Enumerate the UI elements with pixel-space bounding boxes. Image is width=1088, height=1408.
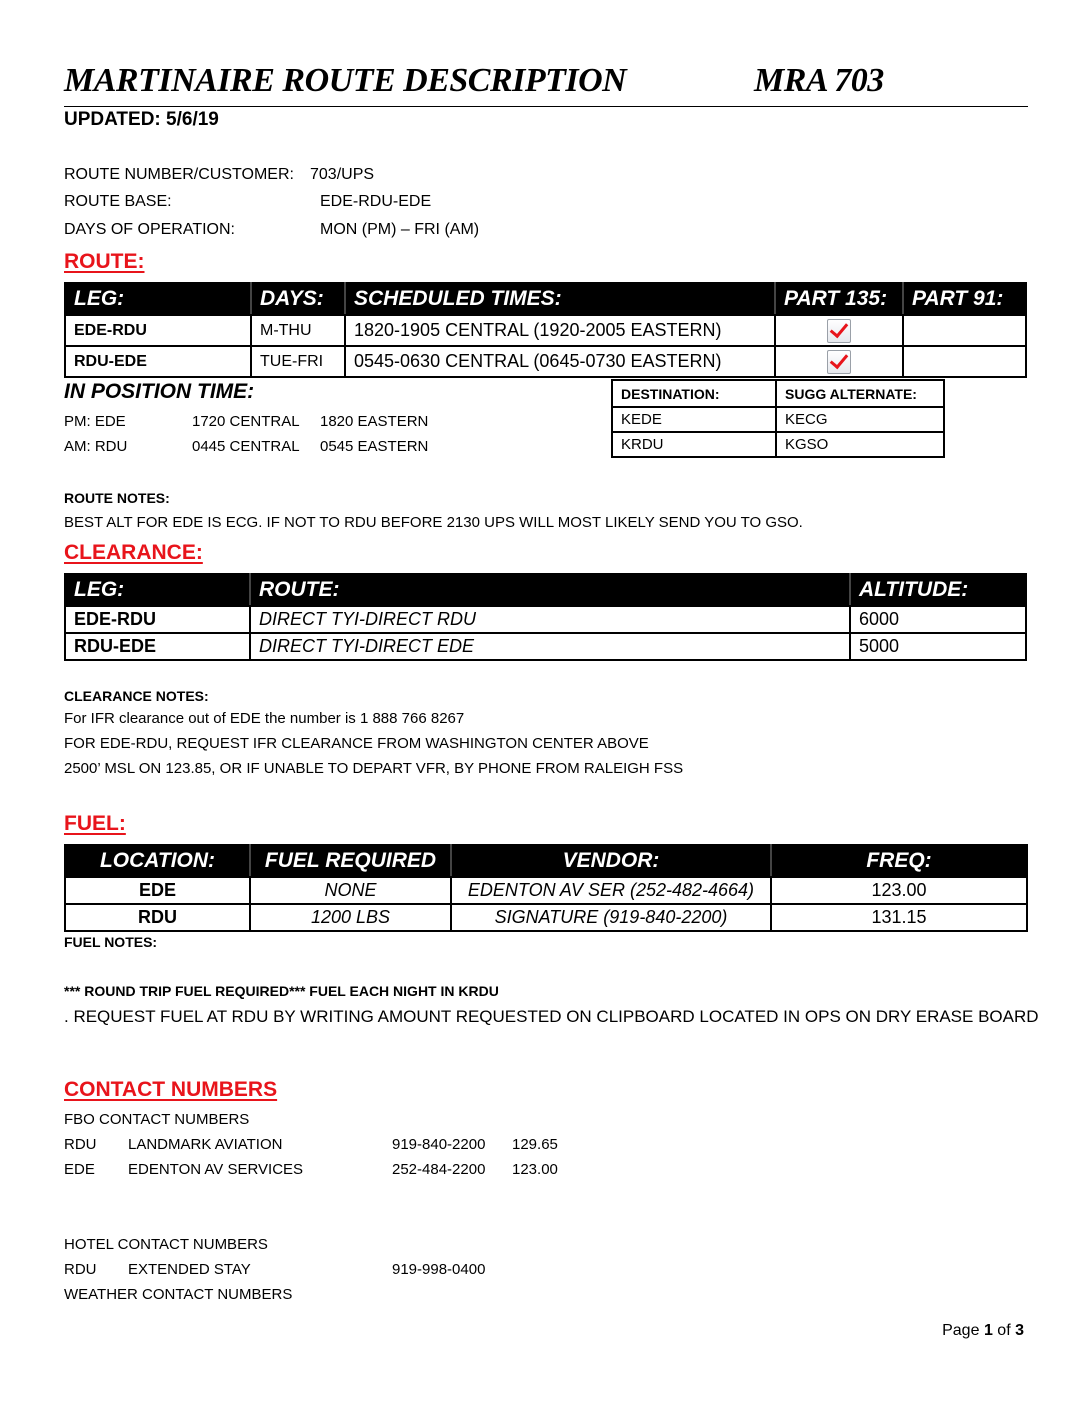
col-leg: LEG: — [65, 574, 250, 606]
cell-part-91 — [903, 315, 1026, 346]
contact-freq: 123.00 — [512, 1161, 558, 1178]
contact-freq: 129.65 — [512, 1136, 558, 1153]
info-value-route-number: 703/UPS — [310, 166, 375, 183]
table-row — [65, 904, 1027, 931]
clearance-notes-line: 2500’ MSL ON 123.85, OR IF UNABLE TO DEPART VFR, BY PHONE FROM RALEIGH FSS — [64, 760, 684, 777]
cell-days: TUE-FRI — [251, 346, 345, 377]
cell-vendor: SIGNATURE (919-840-2200) — [451, 904, 771, 931]
alternates-table — [611, 379, 945, 458]
contact-name: EDENTON AV SERVICES — [128, 1161, 304, 1178]
page-number — [942, 1322, 1024, 1340]
page-current: 1 — [983, 1322, 993, 1339]
table-row — [65, 877, 1027, 904]
info-label-route-number: ROUTE NUMBER/CUSTOMER: — [64, 166, 294, 183]
info-label-days: DAYS OF OPERATION: — [64, 221, 235, 238]
cell-alternate: KGSO — [776, 432, 944, 457]
route-table — [64, 282, 1027, 378]
contact-name: LANDMARK AVIATION — [128, 1136, 283, 1153]
cell-leg: RDU-EDE — [65, 346, 251, 377]
route-code: MRA 703 — [754, 62, 884, 99]
table-row — [612, 407, 944, 432]
info-label-route-base: ROUTE BASE: — [64, 193, 172, 210]
col-part-135: PART 135: — [775, 283, 903, 315]
table-row — [65, 633, 1026, 660]
cell-leg: EDE-RDU — [65, 606, 250, 633]
cell-location: EDE — [65, 877, 250, 904]
contact-phone: 919-998-0400 — [392, 1261, 486, 1278]
table-row — [65, 346, 1026, 377]
cell-destination: KEDE — [612, 407, 776, 432]
page-total: 3 — [1015, 1322, 1024, 1339]
cell-part-91 — [903, 346, 1026, 377]
clearance-notes-line: FOR EDE-RDU, REQUEST IFR CLEARANCE FROM WASHINGTON CENTER ABOVE — [64, 735, 649, 752]
clearance-table — [64, 573, 1027, 661]
route-notes-text: BEST ALT FOR EDE IS ECG. IF NOT TO RDU BEFORE 2130 UPS WILL MOST LIKELY SEND YOU TO GSO. — [64, 514, 803, 531]
cell-fuel-required: 1200 LBS — [250, 904, 451, 931]
fuel-table — [64, 844, 1028, 932]
cell-freq: 123.00 — [771, 877, 1027, 904]
contact-phone: 919-840-2200 — [392, 1136, 486, 1153]
contact-name: EXTENDED STAY — [128, 1261, 251, 1278]
col-vendor: VENDOR: — [451, 845, 771, 877]
col-fuel-required: FUEL REQUIRED — [250, 845, 451, 877]
page-prefix: Page — [942, 1322, 980, 1339]
table-row — [612, 432, 944, 457]
clearance-table-header — [65, 574, 1026, 606]
cell-alternate: KECG — [776, 407, 944, 432]
cell-part-135 — [775, 346, 903, 377]
info-value-route-base: EDE-RDU-EDE — [320, 193, 432, 210]
title-divider — [64, 106, 1028, 107]
alternates-header — [612, 380, 944, 407]
col-scheduled-times: SCHEDULED TIMES: — [345, 283, 775, 315]
route-heading: ROUTE: — [64, 250, 145, 273]
cell-destination: KRDU — [612, 432, 776, 457]
fbo-heading: FBO CONTACT NUMBERS — [64, 1111, 250, 1128]
clearance-notes-heading: CLEARANCE NOTES: — [64, 688, 209, 704]
cell-leg: RDU-EDE — [65, 633, 250, 660]
updated-date: UPDATED: 5/6/19 — [64, 109, 219, 130]
in-position-label: AM: RDU — [64, 438, 128, 455]
page-of: of — [997, 1322, 1011, 1339]
cell-days: M-THU — [251, 315, 345, 346]
table-row — [65, 315, 1026, 346]
col-altitude: ALTITUDE: — [850, 574, 1026, 606]
contact-code: RDU — [64, 1261, 97, 1278]
cell-altitude: 6000 — [850, 606, 1026, 633]
cell-location: RDU — [65, 904, 250, 931]
fuel-notes-heading: FUEL NOTES: — [64, 934, 158, 950]
weather-heading: WEATHER CONTACT NUMBERS — [64, 1286, 293, 1303]
cell-vendor: EDENTON AV SER (252-482-4664) — [451, 877, 771, 904]
col-days: DAYS: — [251, 283, 345, 315]
cell-route: DIRECT TYI-DIRECT EDE — [250, 633, 850, 660]
fuel-heading: FUEL: — [64, 812, 126, 835]
col-location: LOCATION: — [65, 845, 250, 877]
cell-leg: EDE-RDU — [65, 315, 251, 346]
in-position-eastern: 0545 EASTERN — [320, 438, 429, 455]
route-table-header — [65, 283, 1026, 315]
cell-fuel-required: NONE — [250, 877, 451, 904]
clearance-notes-line: For IFR clearance out of EDE the number is 1 888 766 8267 — [64, 710, 465, 727]
cell-times: 0545-0630 CENTRAL (0645-0730 EASTERN) — [345, 346, 775, 377]
document-title: MARTINAIRE ROUTE DESCRIPTION — [64, 62, 627, 99]
cell-route: DIRECT TYI-DIRECT RDU — [250, 606, 850, 633]
in-position-central: 0445 CENTRAL — [192, 438, 300, 455]
col-destination: DESTINATION: — [612, 380, 776, 407]
info-value-days: MON (PM) – FRI (AM) — [320, 221, 480, 238]
fuel-table-header — [65, 845, 1027, 877]
checkbox-checked-icon — [827, 319, 851, 343]
col-part-91: PART 91: — [903, 283, 1026, 315]
in-position-heading: IN POSITION TIME: — [64, 380, 255, 403]
in-position-central: 1720 CENTRAL — [192, 413, 300, 430]
col-freq: FREQ: — [771, 845, 1027, 877]
hotel-heading: HOTEL CONTACT NUMBERS — [64, 1236, 268, 1253]
cell-altitude: 5000 — [850, 633, 1026, 660]
col-sugg-alternate: SUGG ALTERNATE: — [776, 380, 944, 407]
in-position-label: PM: EDE — [64, 413, 126, 430]
contact-phone: 252-484-2200 — [392, 1161, 486, 1178]
col-leg: LEG: — [65, 283, 251, 315]
checkbox-checked-icon — [827, 350, 851, 374]
clearance-heading: CLEARANCE: — [64, 541, 203, 564]
cell-times: 1820-1905 CENTRAL (1920-2005 EASTERN) — [345, 315, 775, 346]
cell-freq: 131.15 — [771, 904, 1027, 931]
route-notes-heading: ROUTE NOTES: — [64, 490, 170, 506]
cell-part-135 — [775, 315, 903, 346]
contact-code: EDE — [64, 1161, 95, 1178]
contact-code: RDU — [64, 1136, 97, 1153]
col-route: ROUTE: — [250, 574, 850, 606]
fuel-notes-bold-line: *** ROUND TRIP FUEL REQUIRED*** FUEL EACH NIGHT IN KRDU — [64, 983, 499, 999]
contacts-heading: CONTACT NUMBERS — [64, 1078, 278, 1101]
fuel-notes-line: . REQUEST FUEL AT RDU BY WRITING AMOUNT REQUESTED ON CLIPBOARD LOCATED IN OPS ON DRY ERASE BOARD — [64, 1007, 1039, 1026]
in-position-eastern: 1820 EASTERN — [320, 413, 429, 430]
table-row — [65, 606, 1026, 633]
